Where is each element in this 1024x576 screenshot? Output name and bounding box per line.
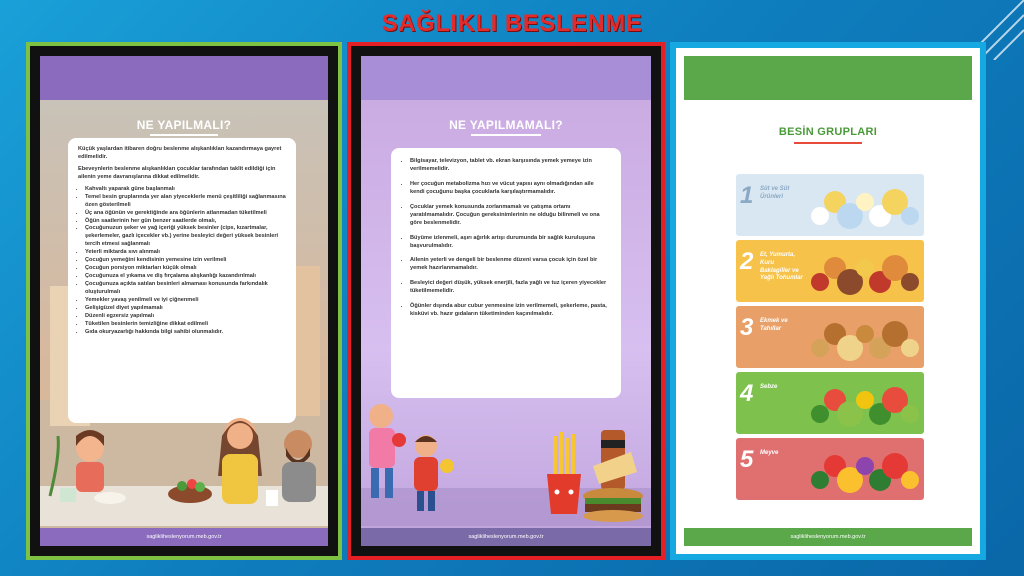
list-item: • Üç ana öğünün ve gerektiğinde ara öğünlerin atlanmadan tüketilmeli bbox=[85, 210, 286, 218]
food-group-row bbox=[736, 438, 924, 500]
food-item bbox=[901, 273, 919, 291]
list-item: • Yemekler yavaş yenilmeli ve iyi çiğnenmeli bbox=[85, 297, 286, 305]
list-item: • Çocuğun yemeğini kendisinin yemesine izin verilmeli bbox=[85, 257, 286, 265]
food-item bbox=[901, 207, 919, 225]
food-group-label: Meyve bbox=[760, 450, 779, 456]
poster-ne-yapilmamali-frame bbox=[347, 42, 665, 560]
food-group-label: Sebze bbox=[760, 384, 778, 390]
food-item bbox=[901, 339, 919, 357]
food-group-row bbox=[736, 174, 924, 236]
dont-list bbox=[403, 158, 609, 319]
food-item bbox=[901, 405, 919, 423]
food-item bbox=[901, 471, 919, 489]
food-group-row bbox=[736, 306, 924, 368]
list-item: • Çocuğunuzun şeker ve yağ içeriği yüksek besinler (cips, kızartmalar, şekerlemeler, gazlı içecekler vb.) yerine besleyici değeri yüksek besinleri tercih etmesi sağlanmalı bbox=[85, 225, 286, 249]
food-group-number: 4 bbox=[740, 380, 754, 407]
food-item bbox=[856, 457, 874, 475]
intro-paragraph: Küçük yaşlardan itibaren doğru beslenme alışkanlıkları kazandırmaya gayret edilmelidir. bbox=[78, 146, 282, 160]
food-item bbox=[856, 259, 874, 277]
list-item: • Temel besin gruplarında yer alan yiyeceklerle menü çeşitliliği sağlanmasına özen gösterilmeli bbox=[85, 194, 286, 210]
poster-footer: saglikliheslenyorum.meb.gov.tr bbox=[361, 528, 651, 546]
info-card bbox=[391, 148, 621, 398]
food-item bbox=[811, 471, 829, 489]
food-item bbox=[811, 339, 829, 357]
list-item: • Kahvaltı yaparak güne başlanmalı bbox=[85, 186, 286, 194]
list-item: • Gıda okuryazarlığı hakkında bilgi sahibi olunmalıdır. bbox=[85, 329, 286, 337]
food-group-number: 5 bbox=[740, 446, 754, 473]
food-illustration bbox=[806, 306, 926, 368]
header-pattern bbox=[684, 56, 972, 100]
poster-ne-yapilmamali bbox=[361, 56, 651, 546]
list-item: • Öğünler dışında abur cubur yenmesine izin verilmemeli, şekerleme, pasta, kisküvi vb. hazır gıdaların tüketiminden kaçınılmalıdır. bbox=[410, 303, 609, 319]
list-item: • Çocuğunuza el yıkama ve diş fırçalama alışkanlığı kazandırılmalı bbox=[85, 273, 286, 281]
food-item bbox=[811, 405, 829, 423]
list-item: • Çocuğunuza açıkta satılan besinleri almaması konusunda farkındalık oluşturulmalı bbox=[85, 281, 286, 297]
slide-title: SAĞLIKLI BESLENME bbox=[381, 10, 643, 37]
poster-besin-gruplari-frame bbox=[670, 42, 986, 560]
list-item: • Besleyici değeri düşük, yüksek enerjili, fazla yağlı ve tuz içeren yiyecekler tüketilmemelidir. bbox=[410, 280, 609, 296]
list-item: • Bilgisayar, televizyon, tablet vb. ekran karşısında yemek yemeye izin verilmemelidir. bbox=[410, 158, 609, 174]
food-group-number: 3 bbox=[740, 314, 754, 341]
food-illustration bbox=[806, 174, 926, 236]
header-pattern bbox=[40, 56, 328, 100]
food-group-label: Süt ve Süt Ürünleri bbox=[760, 186, 790, 200]
food-group-number: 1 bbox=[740, 182, 754, 209]
food-item bbox=[856, 391, 874, 409]
list-item: • Her çocuğun metabolizma hızı ve vücut yapısı aynı olmadığından aile kendi çocuğunu başka çocuklarla karşılaştırmamalıdır. bbox=[410, 181, 609, 197]
food-group-row bbox=[736, 240, 924, 302]
food-item bbox=[811, 273, 829, 291]
header-pattern bbox=[361, 56, 651, 100]
list-item: • Düzenli egzersiz yapılmalı bbox=[85, 313, 286, 321]
list-item: • Gelişigüzel diyet yapılmamalı bbox=[85, 305, 286, 313]
poster-ne-yapilmali-frame bbox=[26, 42, 342, 560]
poster-title: NE YAPILMALI? bbox=[136, 118, 232, 132]
poster-title: NE YAPILMAMALI? bbox=[449, 118, 563, 132]
do-list bbox=[78, 186, 286, 337]
food-illustration bbox=[806, 438, 926, 500]
food-item bbox=[856, 325, 874, 343]
food-illustration bbox=[806, 372, 926, 434]
list-item: • Öğün saatlerinin her gün benzer saatlerde olmalı, bbox=[85, 218, 286, 226]
poster-footer: saglikliheslenyorum.meb.gov.tr bbox=[40, 528, 328, 546]
list-item: • Çocuğun porsiyon miktarları küçük olmalı bbox=[85, 265, 286, 273]
list-item: • Yeterli miktarda sıvı alınmalı bbox=[85, 249, 286, 257]
list-item: • Büyüme izlenmeli, aşırı ağırlık artışı durumunda bir sağlık kuruluşuna başvurulmalıdır. bbox=[410, 235, 609, 251]
food-group-number: 2 bbox=[740, 248, 754, 275]
junk-food-illustration bbox=[361, 376, 651, 526]
food-group-label: Ekmek ve Tahıllar bbox=[760, 318, 788, 332]
poster-title: BESİN GRUPLARI bbox=[778, 126, 878, 138]
poster-ne-yapilmali bbox=[40, 56, 328, 546]
family-illustration bbox=[40, 376, 328, 526]
list-item: • Çocuklar yemek konusunda zorlanmamalı ve çatışma ortamı yaratılmamalıdır. Çocuğun gereksinimlerinin ne olduğu bilinmeli ve ona göre beslenmelidir. bbox=[410, 204, 609, 228]
food-group-label: Et, Yumurta, Kuru Baklagiller ve Yağlı Tohumlar bbox=[760, 252, 803, 282]
food-group-row bbox=[736, 372, 924, 434]
intro-paragraph: Ebeveynlerin beslenme alışkanlıkları çocuklar tarafından taklit edildiği için ailenin yeme davranışlarına dikkat edilmelidir. bbox=[78, 165, 276, 180]
food-illustration bbox=[806, 240, 926, 302]
poster-footer: saglikliheslenyorum.meb.gov.tr bbox=[684, 528, 972, 546]
food-item bbox=[811, 207, 829, 225]
list-item: • Tüketilen besinlerin temizliğine dikkat edilmeli bbox=[85, 321, 286, 329]
poster-besin-gruplari bbox=[684, 56, 972, 546]
list-item: • Ailenin yeterli ve dengeli bir beslenme düzeni varsa çocuk için özel bir yemek hazırlanmamalıdır. bbox=[410, 257, 609, 273]
food-item bbox=[856, 193, 874, 211]
